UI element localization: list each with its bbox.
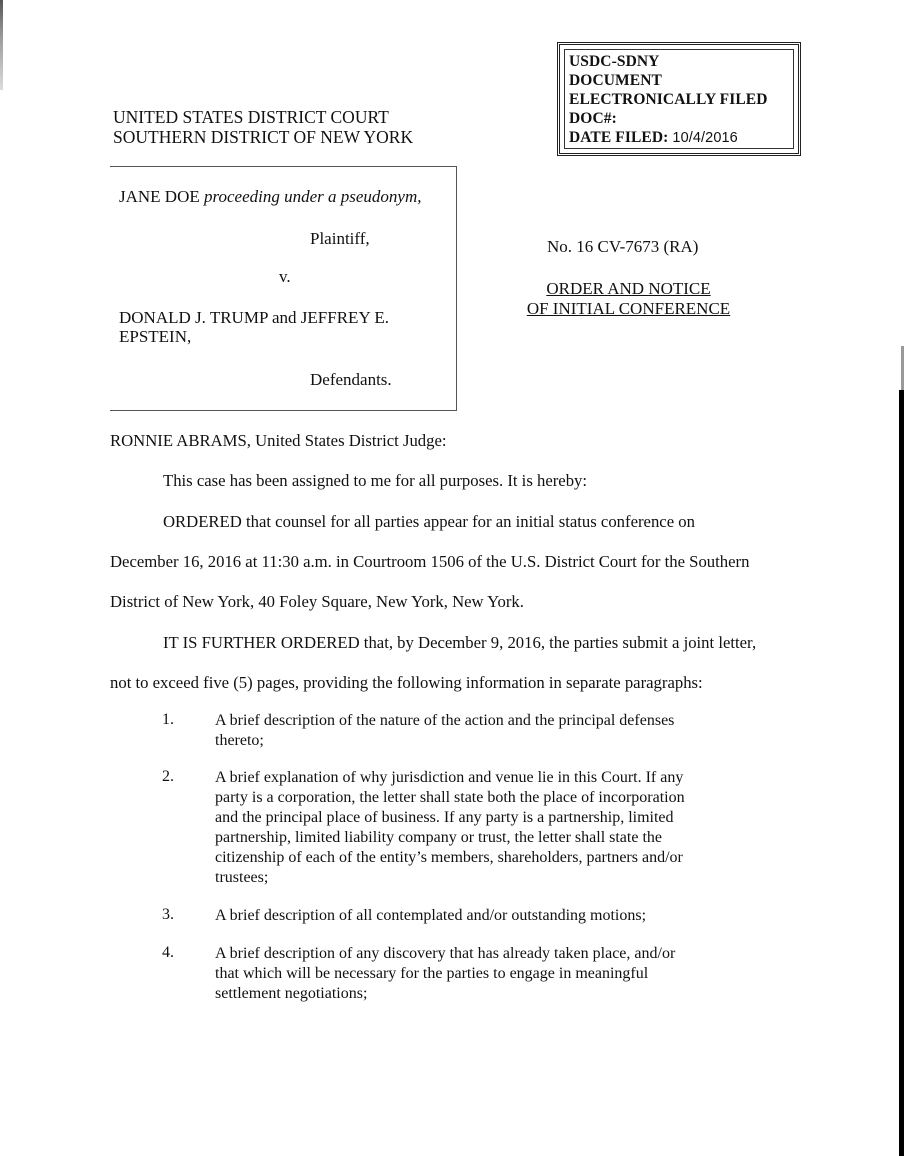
case-number: No. 16 CV-7673 (RA): [547, 237, 699, 256]
paragraph-further-line1: IT IS FURTHER ORDERED that, by December 9, 2016, the parties submit a joint letter,: [163, 633, 757, 652]
stamp-date-filed: [569, 128, 768, 148]
list-line: settlement negotiations;: [215, 985, 368, 1002]
list-text: [215, 944, 760, 1004]
court-heading: [113, 107, 413, 147]
stamp-date-label: DATE FILED:: [569, 129, 669, 146]
order-title: [521, 279, 736, 319]
stamp-electronically-filed: ELECTRONICALLY FILED: [569, 91, 768, 108]
paragraph-assignment: This case has been assigned to me for all purposes. It is hereby:: [163, 471, 588, 490]
list-number: 3.: [162, 906, 174, 923]
list-line: thereto;: [215, 732, 264, 749]
list-text: [215, 711, 760, 751]
list-line: that which will be necessary for the parties to engage in meaningful: [215, 965, 649, 982]
paragraph-ordered-line2: December 16, 2016 at 11:30 a.m. in Courtroom 1506 of the U.S. District Court for the Southern: [110, 552, 750, 571]
defendants-line2: EPSTEIN,: [119, 327, 192, 346]
scan-edge-right: [899, 390, 904, 1156]
paragraph-ordered-line1: ORDERED that counsel for all parties appear for an initial status conference on: [163, 512, 695, 531]
plaintiff-note: proceeding under a pseudonym,: [204, 187, 422, 206]
list-line: A brief description of all contemplated and/or outstanding motions;: [215, 907, 647, 924]
plaintiff-name: JANE DOE: [119, 187, 200, 206]
defendants-role: Defendants.: [310, 370, 392, 389]
list-line: citizenship of each of the entity’s members, shareholders, partners and/or: [215, 849, 683, 866]
filing-stamp: [557, 42, 801, 156]
list-line: A brief description of the nature of the action and the principal defenses: [215, 712, 675, 729]
list-line: party is a corporation, the letter shall state both the place of incorporation: [215, 789, 685, 806]
list-number: 2.: [162, 768, 174, 785]
versus: v.: [279, 267, 291, 286]
paragraph-further-line2: not to exceed five (5) pages, providing the following information in separate paragraphs:: [110, 673, 703, 692]
list-number: 4.: [162, 944, 174, 961]
list-line: A brief description of any discovery that has already taken place, and/or: [215, 945, 676, 962]
list-line: partnership, limited liability company or trust, the letter shall state the: [215, 829, 662, 846]
list-text: [215, 906, 760, 926]
order-title-line1: ORDER AND NOTICE: [546, 279, 711, 298]
order-title-line2: OF INITIAL CONFERENCE: [526, 299, 731, 318]
court-district: SOUTHERN DISTRICT OF NEW YORK: [113, 127, 414, 147]
list-line: and the principal place of business. If any party is a partnership, limited: [215, 809, 674, 826]
court-name: UNITED STATES DISTRICT COURT: [113, 107, 389, 127]
plaintiff-line: [119, 187, 422, 207]
paragraph-ordered-line3: District of New York, 40 Foley Square, New York, New York.: [110, 592, 524, 611]
list-line: trustees;: [215, 869, 269, 886]
case-caption: [110, 166, 457, 411]
list-text: [215, 768, 760, 888]
stamp-date-value: 10/4/2016: [672, 130, 738, 146]
stamp-document: DOCUMENT: [569, 72, 662, 89]
plaintiff-role: Plaintiff,: [310, 229, 370, 248]
defendants-line1: DONALD J. TRUMP and JEFFREY E.: [119, 308, 389, 327]
stamp-court: USDC-SDNY: [569, 53, 660, 70]
scan-edge-left: [0, 0, 3, 90]
stamp-doc-number: DOC#:: [569, 110, 617, 127]
judge-line: RONNIE ABRAMS, United States District Judge:: [110, 431, 447, 450]
list-line: A brief explanation of why jurisdiction and venue lie in this Court. If any: [215, 769, 684, 786]
list-number: 1.: [162, 711, 174, 728]
